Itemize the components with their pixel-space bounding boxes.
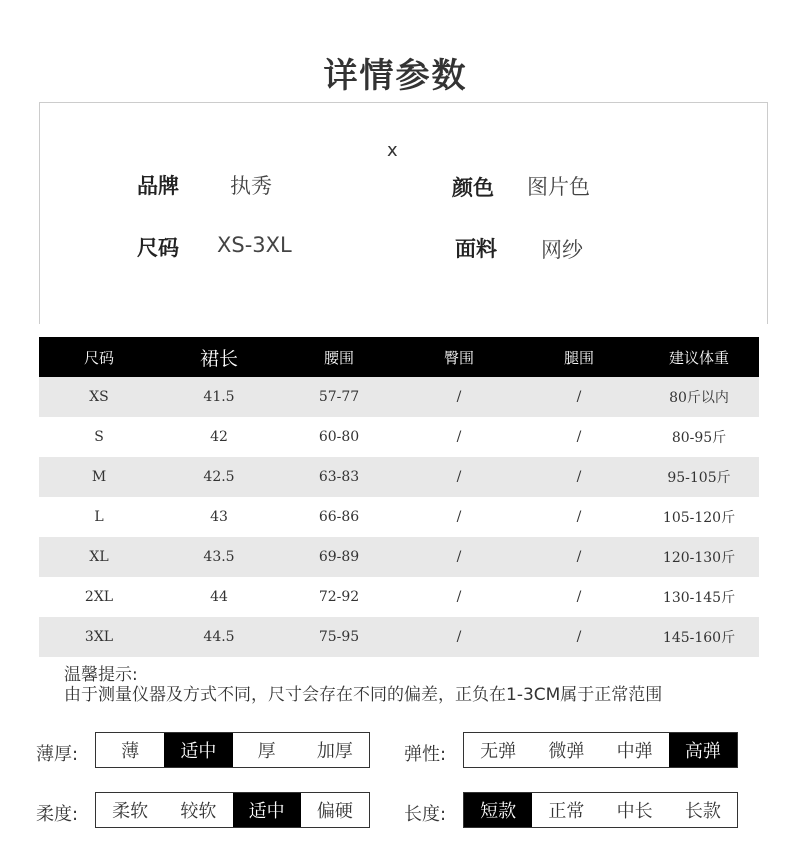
cell-size: L [94,509,104,525]
cell-weight: 95-105斤 [639,457,759,497]
table-row [39,497,759,537]
table-row [39,417,759,457]
cell-thigh: / [519,377,639,417]
tip-title: 温馨提示: [64,665,138,685]
cell-hip: / [399,617,519,657]
cell-skirt-length: 41.5 [159,377,279,417]
length-option: 短款 [464,793,532,827]
tip-text: 由于测量仪器及方式不同，尺寸会存在不同的偏差，正负在1-3CM属于正常范围 [64,685,663,705]
color-label: 颜色 [452,176,494,200]
elasticity-label: 弹性: [404,744,447,765]
header-hip: 臀围 [399,337,519,377]
cell-hip: / [456,509,462,525]
softness-options [95,792,370,828]
cell-waist: 60-80 [318,429,360,445]
cell-size: M [39,457,159,497]
thickness-option: 厚 [257,741,276,762]
thickness-option: 适中 [164,733,232,767]
cell-thigh: / [576,589,582,605]
cell-size: 3XL [39,617,159,657]
cell-weight: 80斤以内 [639,377,759,417]
length-option: 中长 [616,801,653,822]
cell-thigh: / [519,537,639,577]
cell-skirt-length: 43 [210,509,228,525]
thickness-label: 薄厚: [36,744,79,765]
cell-skirt-length: 42 [210,429,228,445]
cell-thigh: / [576,429,582,445]
length-options [463,792,738,828]
cell-thigh: / [576,509,582,525]
cell-size: XL [39,537,159,577]
page-title: 详情参数 [323,56,468,96]
softness-option: 适中 [233,793,301,827]
brand-value: 执秀 [230,174,272,198]
cell-size: XS [39,377,159,417]
elasticity-options [463,732,738,768]
cell-skirt-length: 43.5 [159,537,279,577]
length-option: 长款 [684,801,721,822]
thickness-options [95,732,370,768]
cell-waist: 75-95 [279,617,399,657]
brand-label: 品牌 [137,174,179,198]
cell-skirt-length: 42.5 [159,457,279,497]
cell-weight: 145-160斤 [639,617,759,657]
softness-option: 柔软 [112,801,149,822]
table-row [39,577,759,617]
cell-hip: / [399,377,519,417]
cell-skirt-length: 44 [210,589,228,605]
table-row [39,617,759,657]
elasticity-option: 高弹 [669,733,737,767]
elasticity-option: 中弹 [616,741,653,762]
cell-hip: / [456,589,462,605]
cell-waist: 63-83 [279,457,399,497]
header-thigh: 腿围 [519,337,639,377]
cell-waist: 72-92 [318,589,360,605]
cell-hip: / [399,537,519,577]
table-row [39,377,759,417]
cell-weight: 105-120斤 [662,510,736,526]
cell-size: 2XL [84,589,114,605]
length-option: 正常 [548,801,585,822]
table-row [39,537,759,577]
softness-label: 柔度: [36,804,79,825]
elasticity-option: 微弹 [548,741,585,762]
thickness-option: 薄 [121,741,140,762]
color-value: 图片色 [527,175,590,199]
header-size: 尺码 [39,337,159,377]
cell-hip: / [456,429,462,445]
header-skirt-length: 裙长 [159,337,279,377]
softness-option: 偏硬 [316,801,353,822]
cell-thigh: / [519,617,639,657]
cell-thigh: / [519,457,639,497]
table-row [39,457,759,497]
cell-waist: 66-86 [318,509,360,525]
fabric-label: 面料 [455,237,497,261]
mark-glyph: x [387,140,398,161]
cell-waist: 57-77 [279,377,399,417]
length-label: 长度: [404,804,447,825]
header-weight: 建议体重 [639,337,759,377]
params-box [39,102,768,324]
cell-size: S [94,429,104,445]
size-value: XS-3XL [217,233,292,257]
elasticity-option: 无弹 [480,741,517,762]
thickness-option: 加厚 [316,741,353,762]
cell-hip: / [399,457,519,497]
header-waist: 腰围 [279,337,399,377]
cell-weight: 80-95斤 [671,430,727,446]
size-table [39,337,759,657]
size-label: 尺码 [137,236,179,260]
size-table-header [39,337,759,377]
fabric-value: 网纱 [541,238,583,262]
cell-weight: 130-145斤 [662,590,736,606]
cell-weight: 120-130斤 [639,537,759,577]
softness-option: 较软 [180,801,217,822]
cell-skirt-length: 44.5 [159,617,279,657]
cell-waist: 69-89 [279,537,399,577]
